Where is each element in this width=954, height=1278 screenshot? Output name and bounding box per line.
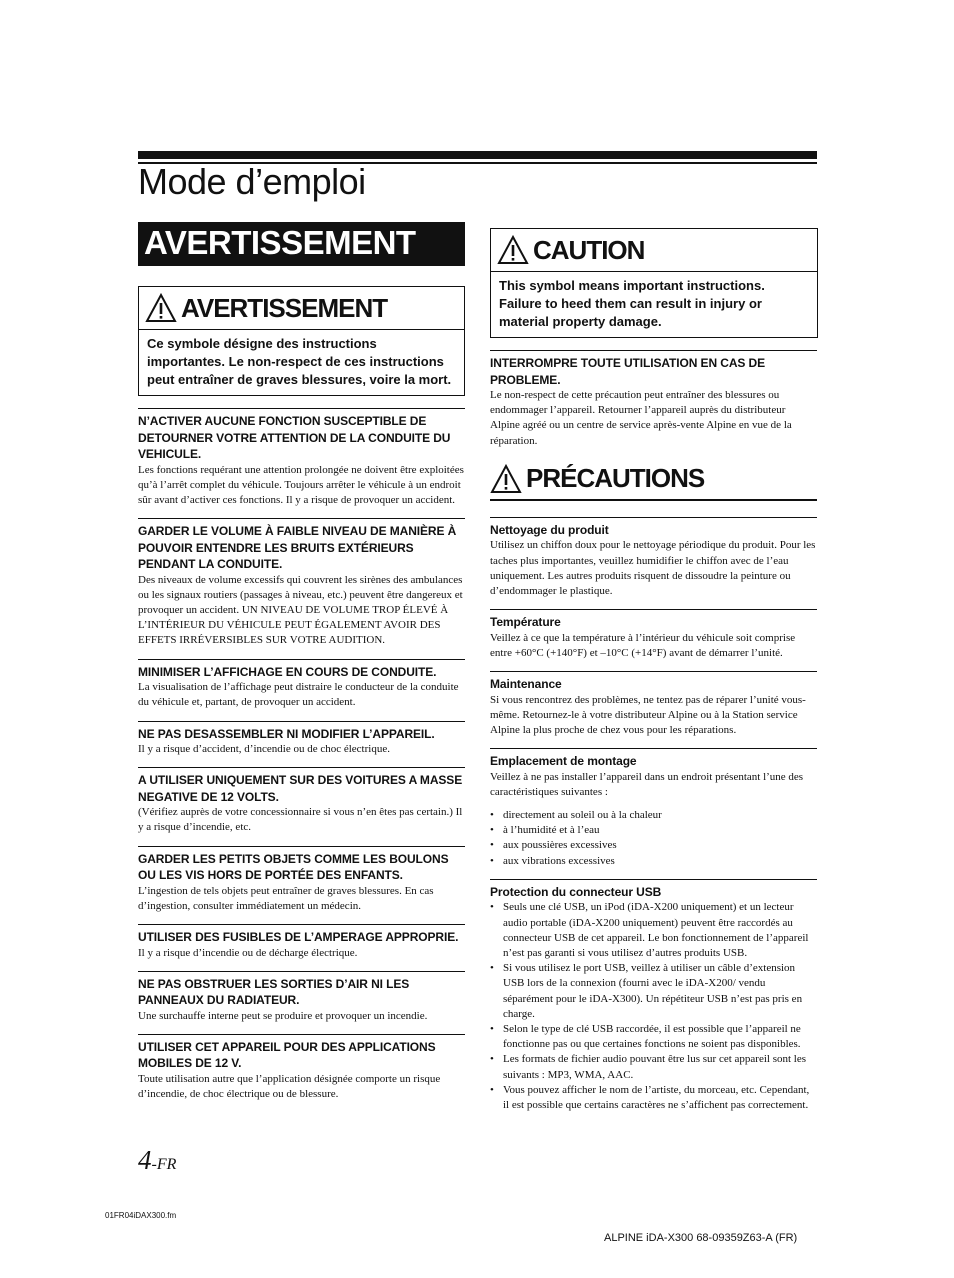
section-4 xyxy=(138,767,465,835)
usb-section xyxy=(490,879,817,1113)
list-item: • à l’humidité et à l’eau xyxy=(490,823,817,838)
section-text: Il y a risque d’accident, d’incendie ou de choc électrique. xyxy=(138,743,390,756)
section-heading: GARDER LE VOLUME À FAIBLE NIVEAU DE MANIÈRE À POUVOIR ENTENDRE LES BRUITS EXTÉRIEURS PENDANT LA CONDUITE. xyxy=(138,524,457,572)
caution-box xyxy=(490,228,818,338)
section-5 xyxy=(138,846,465,914)
section-heading: Emplacement de montage xyxy=(490,754,637,769)
section-heading: NE PAS DESASSEMBLER NI MODIFIER L’APPAREIL. xyxy=(138,726,435,741)
list-item: • Vous pouvez afficher le nom de l’artiste, du morceau, etc. Cependant, il est possible que certains caractères ne s’affichent pas correctement. xyxy=(490,1083,817,1113)
section-heading: INTERROMPRE TOUTE UTILISATION EN CAS DE PROBLEME. xyxy=(490,356,766,387)
section-heading: GARDER LES PETITS OBJETS COMME LES BOULONS OU LES VIS HORS DE PORTÉE DES ENFANTS. xyxy=(138,851,449,883)
section-8 xyxy=(138,1034,465,1102)
section-heading: UTILISER DES FUSIBLES DE L’AMPERAGE APPROPRIE. xyxy=(138,930,459,945)
page-title: Mode d’emploi xyxy=(138,161,366,202)
section-2 xyxy=(138,659,465,711)
section-precaution-1 xyxy=(490,609,817,661)
section-text: Toute utilisation autre que l’application désignée comporte un risque d’incendie, de choc électrique ou de blessure. xyxy=(138,1072,441,1101)
section-3 xyxy=(138,721,465,758)
footer-model: ALPINE iDA-X300 68-09359Z63-A (FR) xyxy=(604,1232,798,1244)
mounting-list xyxy=(490,808,817,869)
section-heading: Maintenance xyxy=(490,677,562,692)
list-item: • Si vous utilisez le port USB, veillez à utiliser un câble d’extension USB lors de la connexion (fourni avec le iDA-X200/ vendu séparément pour le iDA-X300). Un répétiteur USB n’est pas pris en charge. xyxy=(490,961,817,1022)
section-text: (Vérifiez auprès de votre concessionnaire si vous n’en êtes pas certain.) Il y a risque d’incendie, etc. xyxy=(138,806,463,834)
warning-triangle-icon xyxy=(497,235,529,265)
warning-triangle-icon xyxy=(145,293,177,323)
precautions-list xyxy=(490,517,817,738)
warning-banner: AVERTISSEMENT xyxy=(138,222,465,266)
page-number-suffix: -FR xyxy=(151,1156,177,1173)
section-1 xyxy=(138,518,465,649)
section-text: Une surchauffe interne peut se produire et provoquer un incendie. xyxy=(138,1009,428,1022)
section-text: Le non-respect de cette précaution peut entraîner des blessures ou endommager l’appareil. Retourner l’appareil auprès du distributeur Alpine agréé ou un centre de service après-vente Alpine en vue de la réparation. xyxy=(490,389,792,447)
section-text: Il y a risque d’incendie ou de décharge électrique. xyxy=(138,946,358,959)
section-heading: MINIMISER L’AFFICHAGE EN COURS DE CONDUITE. xyxy=(138,664,437,679)
page-number xyxy=(138,1143,176,1182)
footer-filename: 01FR04iDAX300.fm xyxy=(105,1211,177,1220)
warning-box-header xyxy=(139,287,464,330)
mounting-section xyxy=(490,748,817,869)
section-text: Veillez à ne pas installer l’appareil dans un endroit présentant l’une des caractéristiques suivantes : xyxy=(490,770,804,798)
section-text: Des niveaux de volume excessifs qui couvrent les sirènes des ambulances ou les signaux routiers (passages à niveau, etc.) peuvent être dangereux et provoquer un accident. UN NIVEAU DE VOLUME TROP ÉLEVÉ À L’INTÉRIEUR DU VÉHICULE PEUT ÉGALEMENT AVOIR DES EFFETS IRRÉVERSIBLES SUR VOTRE AUDITION. xyxy=(138,573,463,647)
page-number-digit: 4 xyxy=(138,1145,152,1175)
section-heading: Nettoyage du produit xyxy=(490,522,609,537)
list-item: • Seuls une clé USB, un iPod (iDA-X200 uniquement) et un lecteur audio portable (iDA-X200 uniquement) peuvent être raccordés au connecteur USB de cet appareil. Le bon fonctionnement de l’appareil n’est pas garanti si vous utilisez d’autres produits USB. xyxy=(490,900,817,961)
section-heading: A UTILISER UNIQUEMENT SUR DES VOITURES A MASSE NEGATIVE DE 12 VOLTS. xyxy=(138,773,463,804)
section-precaution-0 xyxy=(490,517,817,599)
usb-list xyxy=(490,900,817,1113)
caution-box-text: This symbol means important instructions. Failure to heed them can result in injury or material property damage. xyxy=(499,278,765,329)
section-0 xyxy=(138,408,465,508)
caution-section xyxy=(490,350,817,449)
precautions-heading: PRÉCAUTIONS xyxy=(526,463,705,494)
warning-box-heading: AVERTISSEMENT xyxy=(181,292,388,323)
section-precaution-2 xyxy=(490,671,817,738)
section-heading: UTILISER CET APPAREIL POUR DES APPLICATIONS MOBILES DE 12 V. xyxy=(138,1039,436,1071)
list-item: • directement au soleil ou à la chaleur xyxy=(490,808,817,823)
section-text: Si vous rencontrez des problèmes, ne tentez pas de réparer l’unité vous-même. Retournez-le à votre distributeur Alpine ou à la Station service Alpine la plus proche de chez vous pour les réparations. xyxy=(490,693,806,736)
section-heading: N’ACTIVER AUCUNE FONCTION SUSCEPTIBLE DE DETOURNER VOTRE ATTENTION DE LA CONDUITE DU VEHICULE. xyxy=(138,414,451,461)
section-6 xyxy=(138,924,465,961)
caution-box-header xyxy=(491,229,817,272)
title-rule xyxy=(138,151,817,159)
list-item: • Les formats de fichier audio pouvant être lus sur cet appareil sont les suivants : MP3, WMA, AAC. xyxy=(490,1052,817,1082)
section-heading: Protection du connecteur USB xyxy=(490,884,662,899)
list-item: • aux vibrations excessives xyxy=(490,854,817,869)
warning-box-text: Ce symbole désigne des instructions importantes. Le non-respect de ces instructions peut entraîner de graves blessures, voire la mort. xyxy=(147,336,452,387)
section-text: L’ingestion de tels objets peut entraîner de graves blessures. En cas d’ingestion, consulter immédiatement un médecin. xyxy=(138,884,434,912)
list-item: • Selon le type de clé USB raccordée, il est possible que l’appareil ne fonctionne pas ou que certaines fonctions ne soient pas disponibles. xyxy=(490,1022,817,1052)
list-item: • aux poussières excessives xyxy=(490,838,817,853)
right-column xyxy=(490,350,817,1123)
warning-box xyxy=(138,286,465,396)
section-7 xyxy=(138,971,465,1024)
section-text: Veillez à ce que la température à l’intérieur du véhicule soit comprise entre +60°C (+140°F) et –10°C (+14°F) avant de démarrer l’unité. xyxy=(490,631,796,659)
section-heading: NE PAS OBSTRUER LES SORTIES D’AIR NI LES PANNEAUX DU RADIATEUR. xyxy=(138,976,410,1008)
left-column xyxy=(138,408,465,1112)
warning-triangle-icon xyxy=(490,464,522,494)
section-text: La visualisation de l’affichage peut distraire le conducteur de la conduite du véhicule et, partant, de provoquer un accident. xyxy=(138,681,459,709)
caution-box-heading: CAUTION xyxy=(533,234,645,265)
section-text: Utilisez un chiffon doux pour le nettoyage périodique du produit. Pour les taches plus importantes, veuillez humidifier le chiffon avec de l’eau uniquement. Les autres produits risquent de dissoudre la peinture ou d’endommager le plastique. xyxy=(490,539,816,597)
precautions-header xyxy=(490,459,817,501)
section-heading: Température xyxy=(490,615,561,630)
section-text: Les fonctions requérant une attention prolongée ne doivent être exploitées qu’à l’arrêt complet du véhicule. Toujours arrêter le véhicule à un endroit sûr avant d’activer ces fonctions. Il y a risque de provoquer un accident. xyxy=(138,463,464,506)
